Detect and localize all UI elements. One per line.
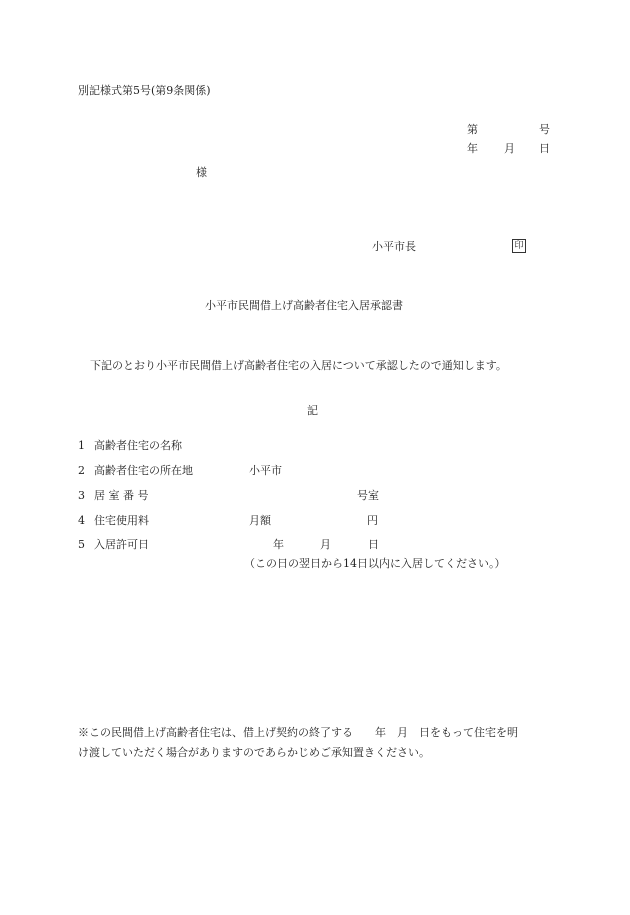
header-day: 日 [539,142,550,155]
item-5-month: 月 [320,538,331,551]
item-2-label: 高齢者住宅の所在地 [94,464,193,477]
header-go: 号 [539,123,550,136]
item-3-value: 号室 [357,489,379,502]
item-2-value: 小平市 [249,464,282,477]
document-title: 小平市民間借上げ高齢者住宅入居承認書 [205,299,403,312]
item-5-num: 5 [78,538,85,551]
item-4-num: 4 [78,514,85,527]
footnote-line-2: け渡していただく場合がありますのであらかじめご承知置きください。 [78,746,430,759]
item-1-num: 1 [78,439,85,452]
form-number: 別記様式第5号(第9条関係) [78,84,211,97]
issuer-title: 小平市長 [372,240,416,253]
item-4-label: 住宅使用料 [94,514,149,527]
header-month: 月 [504,142,515,155]
item-5-day: 日 [368,538,379,551]
header-year: 年 [467,142,478,155]
item-5-note: （この日の翌日から14日以内に入居してください。） [244,557,506,570]
seal-stamp: 印 [512,239,526,253]
item-4-value-label: 月額 [249,514,271,527]
item-1-label: 高齢者住宅の名称 [94,439,182,452]
header-dai: 第 [467,123,478,136]
item-4-unit: 円 [367,514,378,527]
item-5-label: 入居許可日 [94,538,149,551]
item-2-num: 2 [78,464,85,477]
item-3-num: 3 [78,489,85,502]
addressee-suffix: 様 [196,166,207,179]
footnote-line-1: ※この民間借上げ高齢者住宅は、借上げ契約の終了する 年 月 日をもって住宅を明 [78,726,518,739]
body-text: 下記のとおり小平市民間借上げ高齢者住宅の入居について承認したので通知します。 [90,359,507,372]
item-3-label: 居 室 番 号 [94,489,149,502]
item-5-year: 年 [273,538,284,551]
ki-heading: 記 [307,404,318,417]
